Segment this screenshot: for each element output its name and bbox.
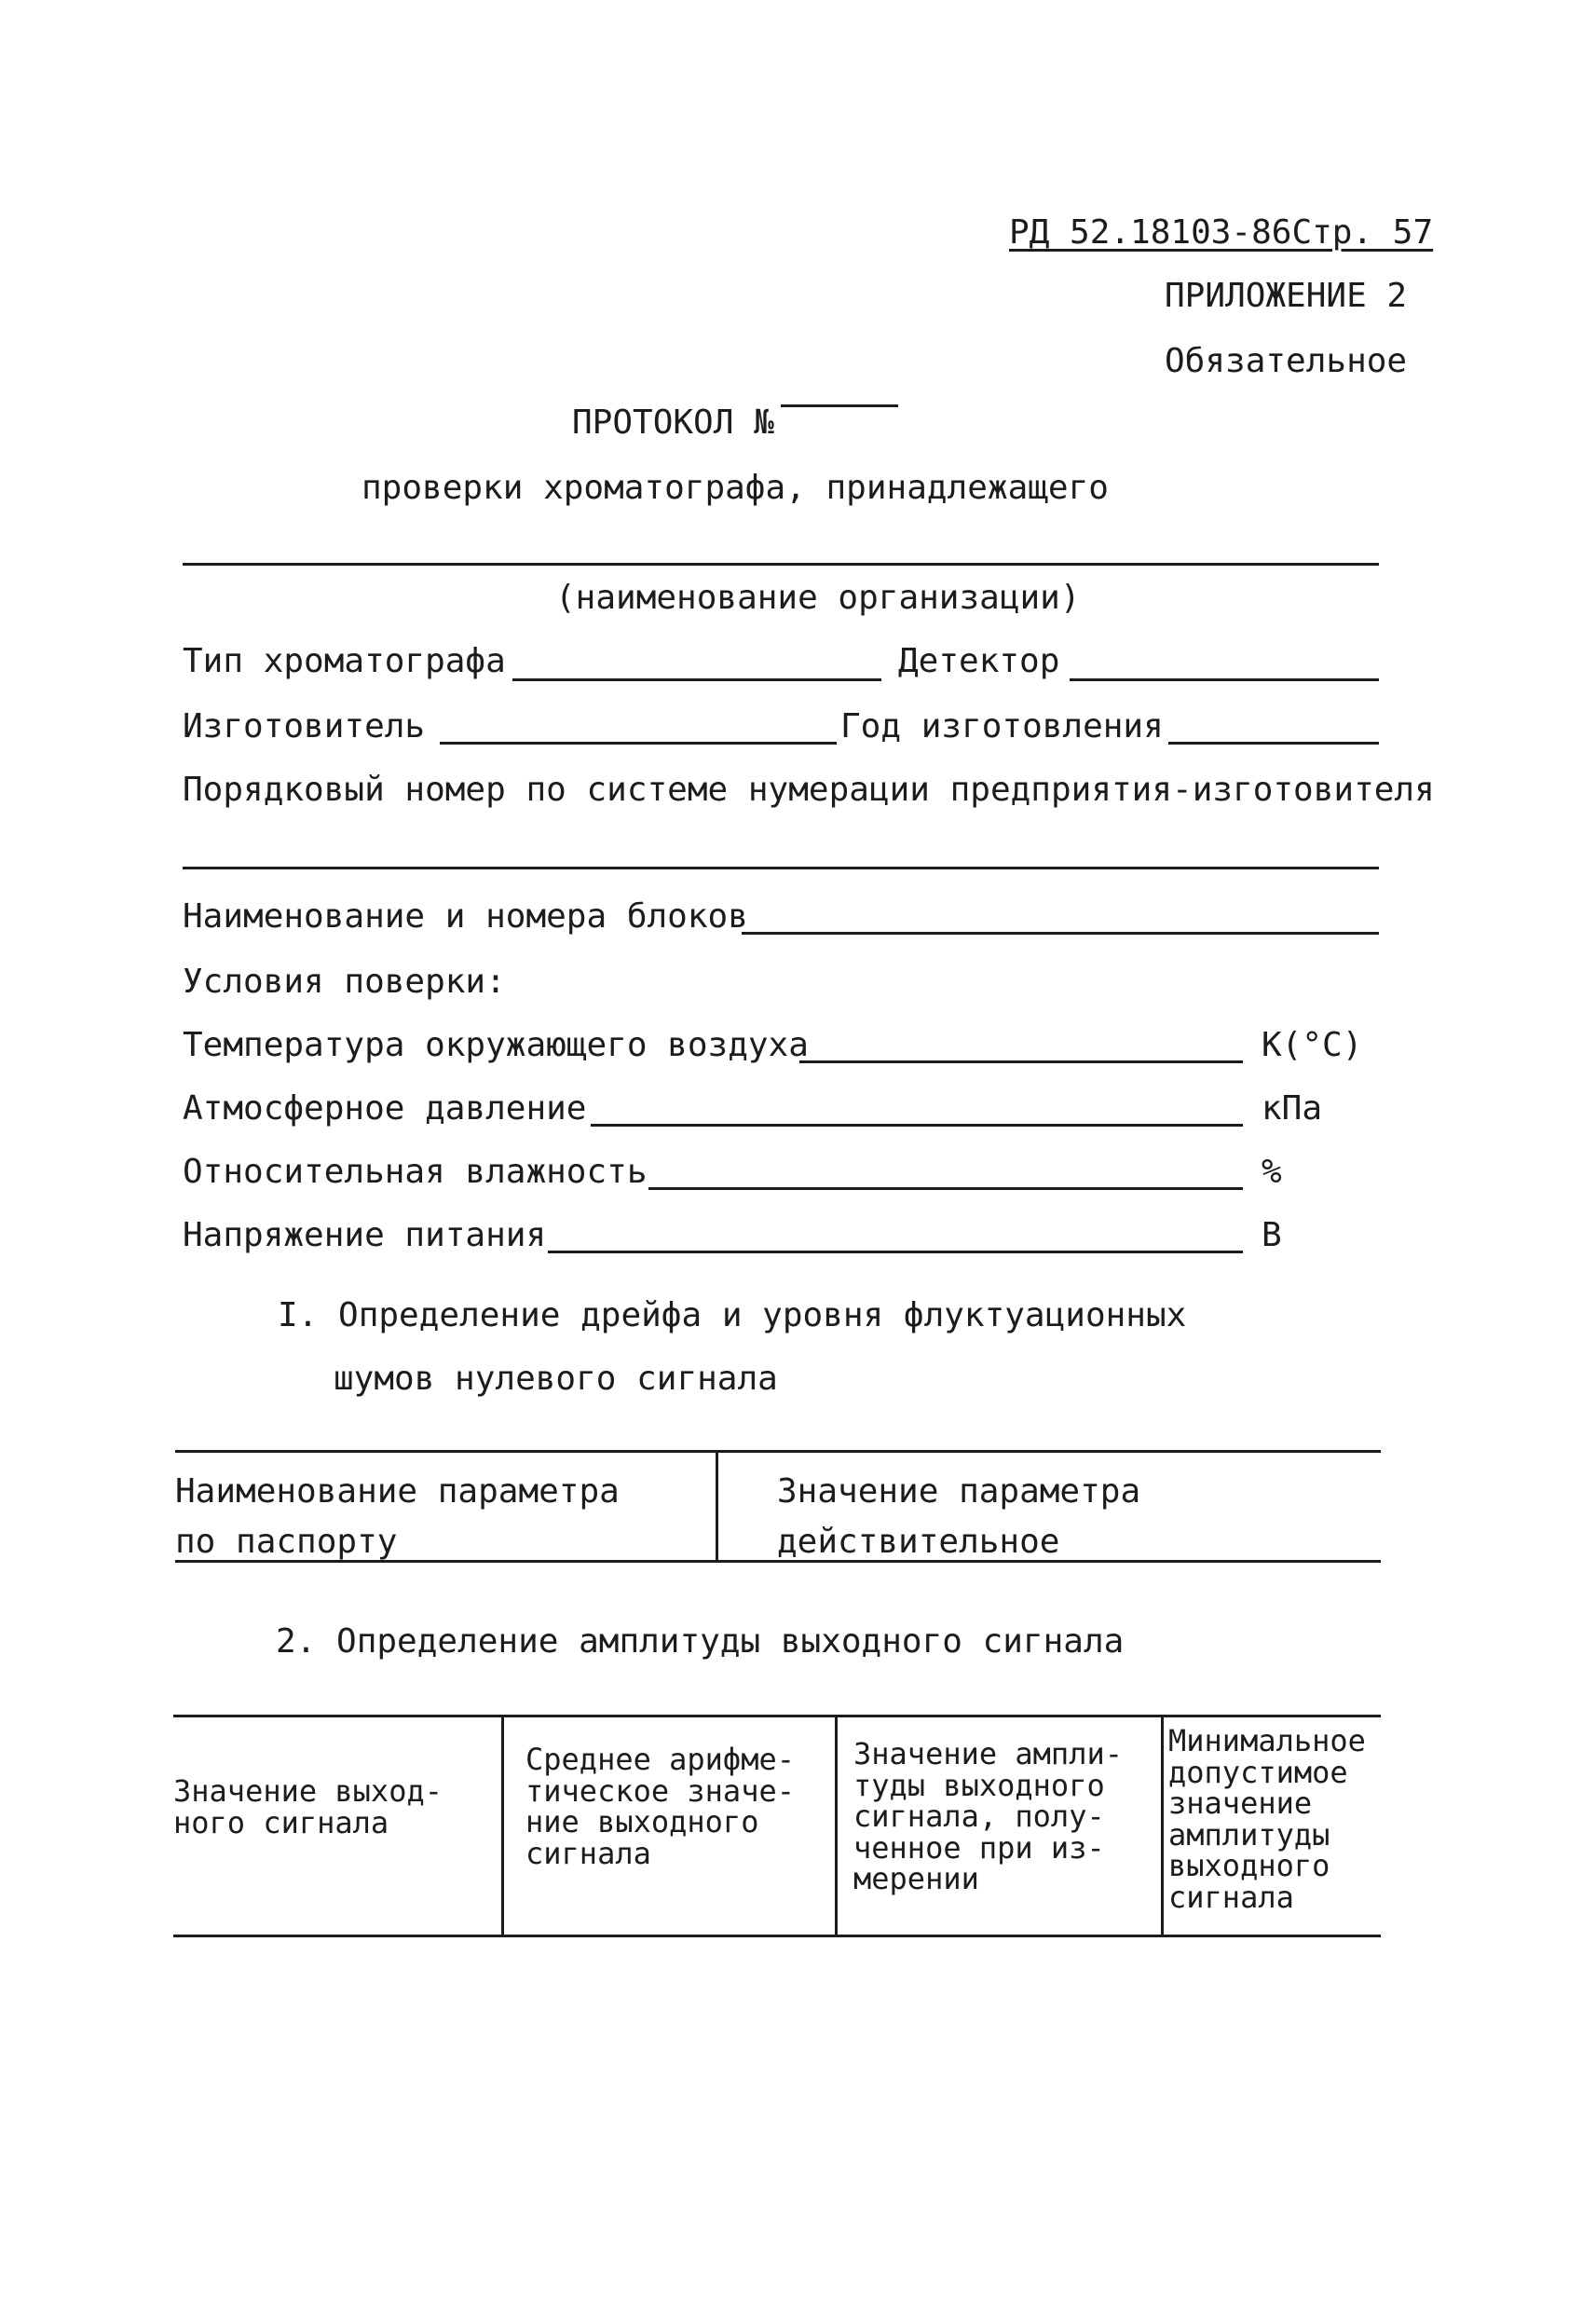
blocks-field[interactable] (742, 932, 1379, 935)
table-2-divider-3 (1161, 1716, 1164, 1935)
protocol-title: ПРОТОКОЛ № (572, 403, 774, 442)
table-2-header-measured-amplitude: Значение ампли- туды выходного сигнала, полу- ченное при из- мерении (853, 1736, 1123, 1897)
table-2-top-rule (173, 1715, 1381, 1717)
chromatograph-type-label: Тип хроматографа (183, 642, 506, 680)
temperature-label: Температура окружающего воздуха (183, 1026, 809, 1064)
organization-line[interactable] (183, 563, 1379, 566)
appendix-label: ПРИЛОЖЕНИЕ 2 (1165, 277, 1408, 315)
protocol-subtitle: проверки хроматографа, принадлежащего (361, 469, 1109, 507)
table-1-top-rule (175, 1450, 1381, 1453)
year-field[interactable] (1168, 742, 1379, 745)
serial-number-label: Порядковый номер по системе нумерации предприятия-изготовителя (183, 771, 1435, 809)
protocol-number-blank[interactable] (781, 404, 898, 407)
section-2-title: 2. Определение амплитуды выходного сигнала (276, 1622, 1125, 1661)
table-2-divider-2 (835, 1716, 838, 1935)
voltage-label: Напряжение питания (183, 1216, 547, 1254)
table-2-header-arithmetic-mean: Среднее арифме- тическое значе- ние выходного сигнала (525, 1742, 795, 1871)
appendix-status: Обязательное (1165, 342, 1408, 380)
detector-field[interactable] (1070, 678, 1379, 681)
table-1-header-value: Значение параметра действительное (777, 1472, 1141, 1561)
table-1-header-name: Наименование параметра по паспорту (175, 1472, 620, 1561)
table-2-bottom-rule (173, 1935, 1381, 1937)
doc-ref: РД 52.18103-86 (1009, 213, 1292, 252)
conditions-heading: Условия поверки: (183, 963, 506, 1001)
document-reference (1009, 213, 1434, 252)
table-2-header-output-signal: Значение выход- ного сигнала (173, 1773, 443, 1840)
organization-caption: (наименование организации) (555, 579, 1081, 617)
manufacturer-field[interactable] (440, 742, 837, 745)
page-number: Стр. 57 (1291, 213, 1434, 252)
chromatograph-type-field[interactable] (512, 678, 881, 681)
temperature-unit: К(°С) (1262, 1026, 1363, 1064)
blocks-label: Наименование и номера блоков (183, 897, 748, 936)
manufacturer-label: Изготовитель (183, 707, 426, 745)
table-2-divider-1 (501, 1716, 504, 1935)
table-2-header-minimum-amplitude: Минимальное допустимое значение амплитуды выходного сигнала (1168, 1723, 1366, 1915)
pressure-unit: кПа (1262, 1089, 1323, 1128)
table-1-divider (716, 1452, 718, 1560)
pressure-field[interactable] (591, 1124, 1243, 1127)
detector-label: Детектор (898, 642, 1060, 680)
temperature-field[interactable] (799, 1060, 1243, 1063)
humidity-field[interactable] (648, 1187, 1243, 1190)
voltage-unit: В (1262, 1216, 1282, 1254)
humidity-unit: % (1262, 1153, 1282, 1191)
serial-number-field[interactable] (183, 867, 1379, 869)
humidity-label: Относительная влажность (183, 1153, 648, 1191)
year-label: Год изготовления (840, 707, 1164, 745)
voltage-field[interactable] (548, 1251, 1243, 1253)
section-1-title: I. Определение дрейфа и уровня флуктуационных (278, 1296, 1187, 1334)
section-1-title-continued: шумов нулевого сигнала (334, 1360, 778, 1398)
pressure-label: Атмосферное давление (183, 1089, 587, 1128)
